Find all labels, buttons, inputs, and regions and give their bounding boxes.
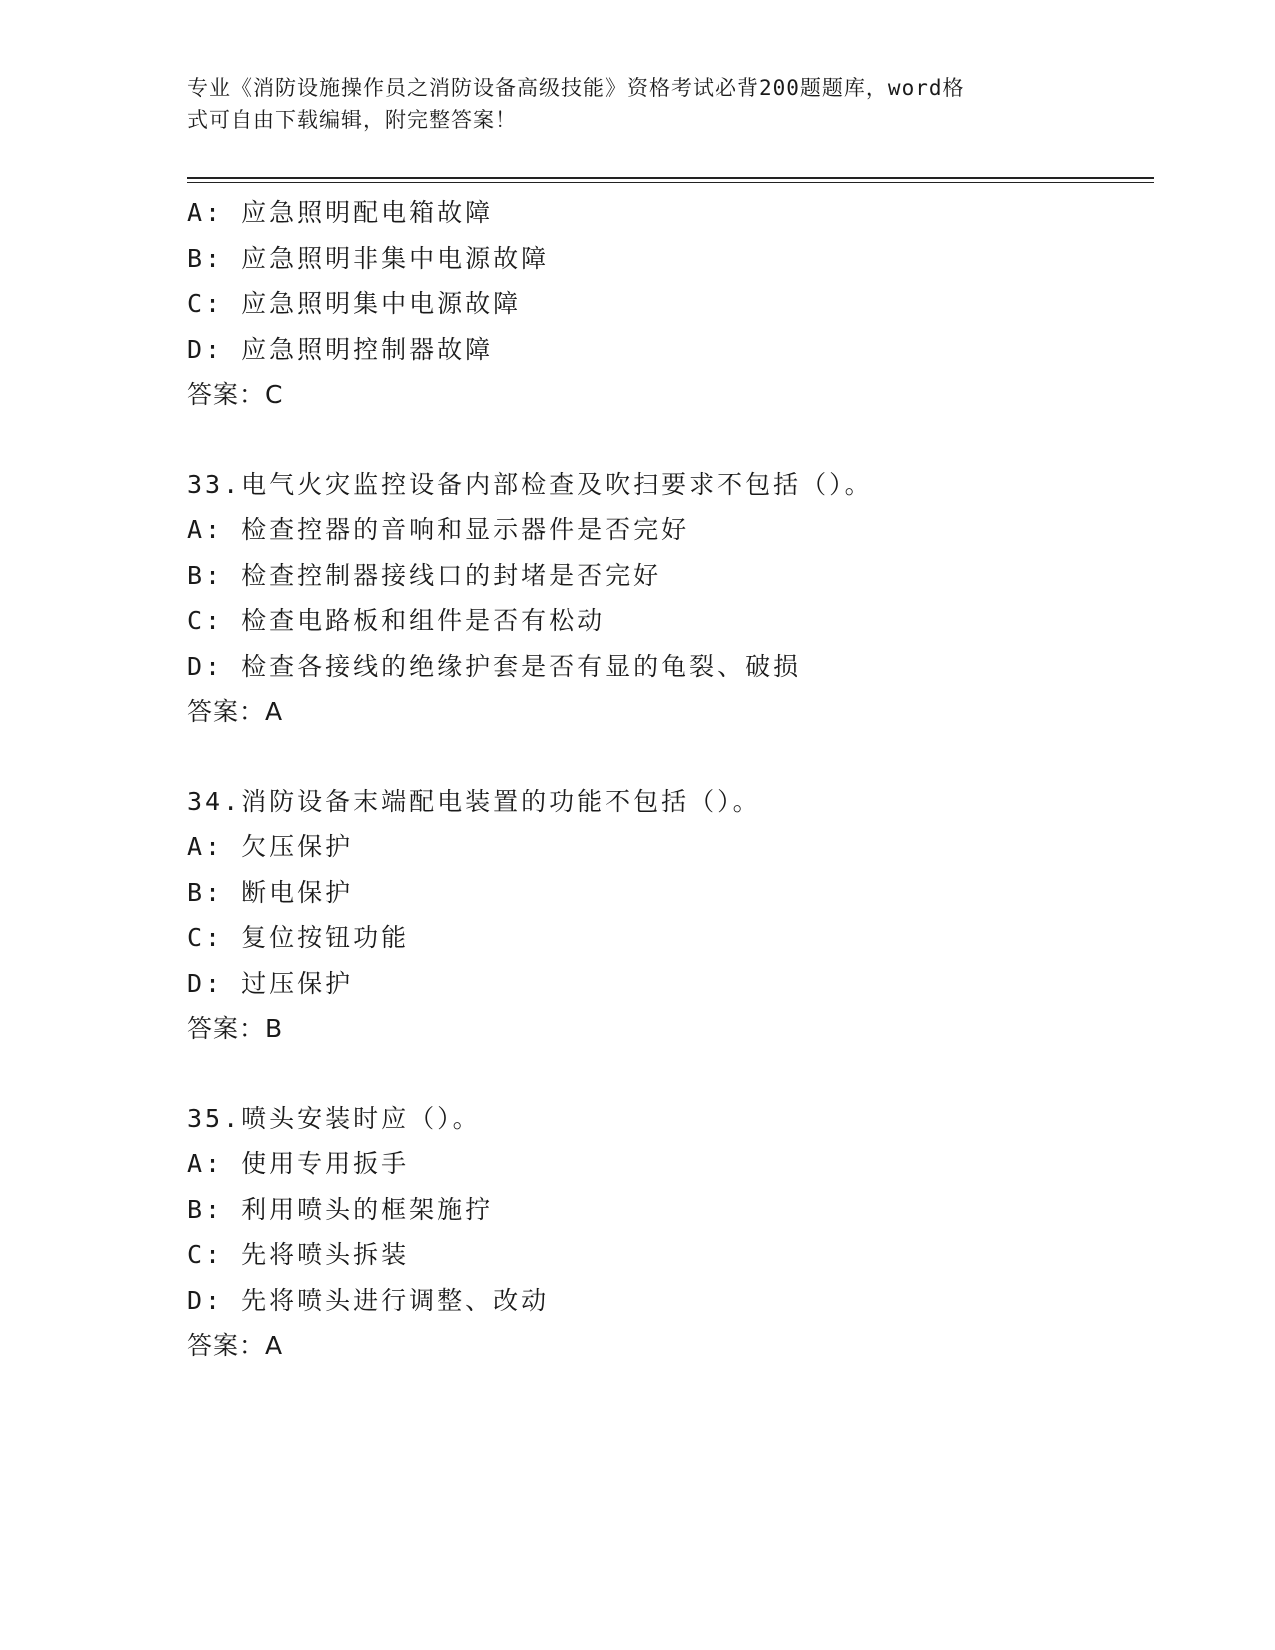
option-a: A: 使用专用扳手 bbox=[187, 1149, 410, 1178]
option-d: D: 检查各接线的绝缘护套是否有显的龟裂、破损 bbox=[187, 651, 802, 681]
option-c: C: 复位按钮功能 bbox=[187, 923, 410, 952]
answer-line: 答案：A bbox=[187, 1331, 284, 1360]
header-rule-thin bbox=[187, 182, 1154, 183]
header-rule-thick bbox=[187, 177, 1154, 179]
option-a: A: 欠压保护 bbox=[187, 832, 354, 861]
answer-line: 答案：C bbox=[187, 380, 284, 409]
question-block-34 bbox=[187, 779, 1147, 1052]
option-b: B: 利用喷头的框架施拧 bbox=[187, 1194, 494, 1224]
question-list bbox=[187, 190, 1147, 1369]
option-d: D: 先将喷头进行调整、改动 bbox=[187, 1285, 550, 1315]
question-block-33 bbox=[187, 462, 1147, 735]
question-stem: 34.消防设备末端配电装置的功能不包括（）。 bbox=[187, 786, 761, 816]
answer-line: 答案：A bbox=[187, 697, 284, 726]
answer-line: 答案：B bbox=[187, 1014, 284, 1043]
option-a: A: 应急照明配电箱故障 bbox=[187, 198, 494, 227]
spacer bbox=[187, 735, 1147, 779]
question-stem: 33.电气火灾监控设备内部检查及吹扫要求不包括（）。 bbox=[187, 469, 873, 499]
option-b: B: 断电保护 bbox=[187, 877, 354, 907]
option-c: C: 先将喷头拆装 bbox=[187, 1240, 410, 1269]
spacer bbox=[187, 1052, 1147, 1096]
document-header bbox=[187, 72, 1077, 136]
option-c: C: 应急照明集中电源故障 bbox=[187, 289, 522, 318]
question-stem: 35.喷头安装时应（）。 bbox=[187, 1103, 481, 1133]
header-line-1: 专业《消防设施操作员之消防设备高级技能》资格考试必背200题题库，word格 bbox=[187, 76, 965, 100]
spacer bbox=[187, 418, 1147, 462]
option-d: D: 应急照明控制器故障 bbox=[187, 334, 494, 364]
option-d: D: 过压保护 bbox=[187, 968, 354, 998]
question-block-32 bbox=[187, 190, 1147, 418]
header-line-2: 式可自由下载编辑，附完整答案！ bbox=[187, 108, 517, 132]
option-b: B: 检查控制器接线口的封堵是否完好 bbox=[187, 560, 662, 590]
option-b: B: 应急照明非集中电源故障 bbox=[187, 243, 550, 273]
option-a: A: 检查控器的音响和显示器件是否完好 bbox=[187, 515, 690, 544]
question-block-35 bbox=[187, 1096, 1147, 1369]
option-c: C: 检查电路板和组件是否有松动 bbox=[187, 606, 606, 635]
